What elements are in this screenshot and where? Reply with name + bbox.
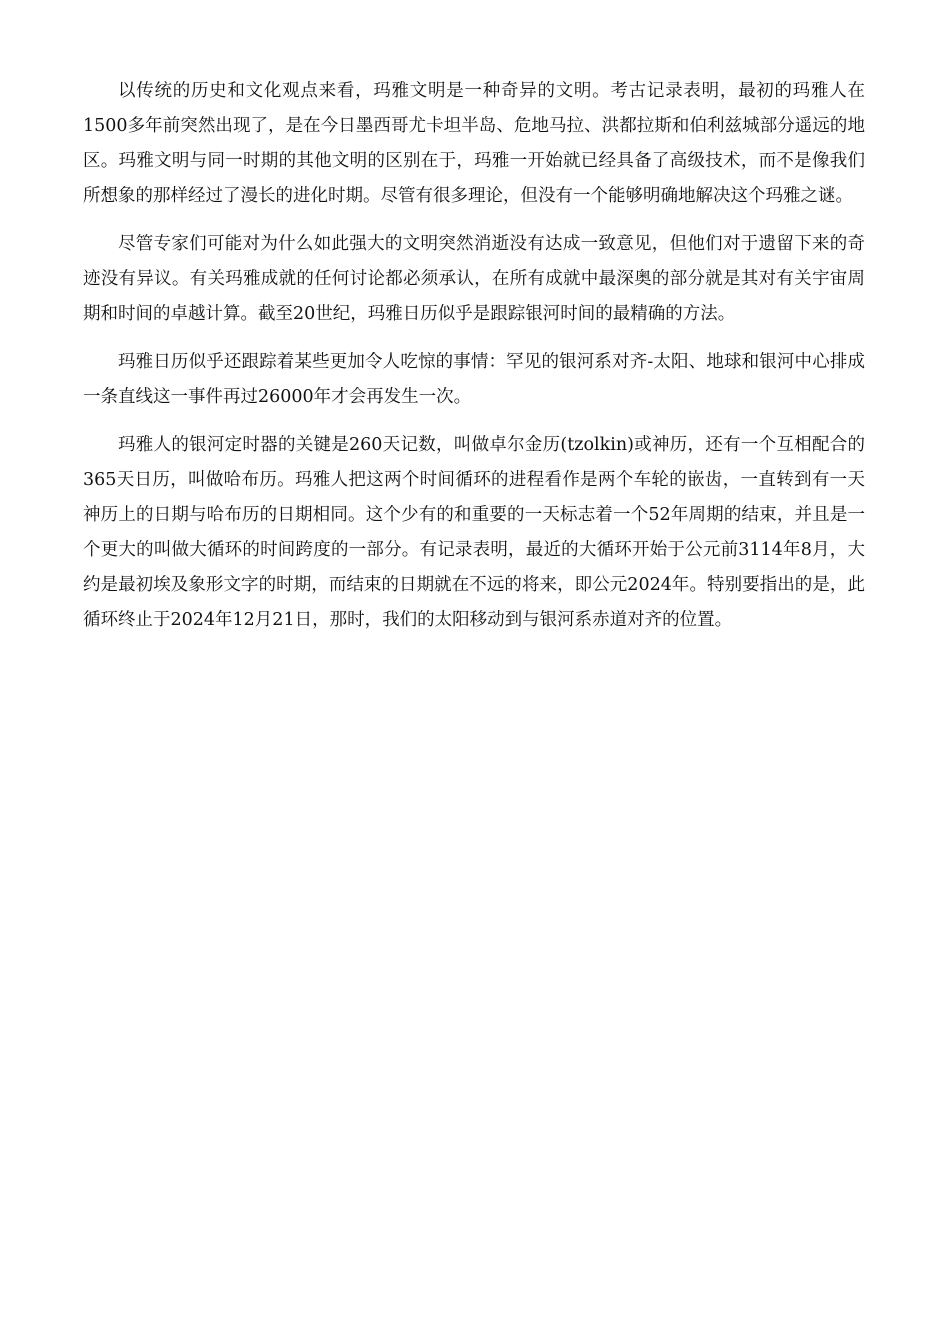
- paragraph-maya-calendar-cycles: 玛雅人的银河定时器的关键是260天记数，叫做卓尔金历(tzolkin)或神历，还有一个互相配合的365天日历，叫做哈布历。玛雅人把这两个时间循环的进程看作是两个车轮的嵌齿，一直转到有一天神历上的日期与哈布历的日期相同。这个少有的和重要的一天标志着一个52年周期的结束，并且是一个更大的叫做大循环的时间跨度的一部分。有记录表明，最近的大循环开始于公元前3114年8月，大约是最初埃及象形文字的时期，而结束的日期就在不远的将来，即公元2024年。特别要指出的是，此循环终止于2024年12月21日，那时，我们的太阳移动到与银河系赤道对齐的位置。: [83, 435, 865, 630]
- paragraph-maya-civilization-origin: 以传统的历史和文化观点来看，玛雅文明是一种奇异的文明。考古记录表明，最初的玛雅人在1500多年前突然出现了，是在今日墨西哥尤卡坦半岛、危地马拉、洪都拉斯和伯利兹城部分遥远的地区。玛雅文明与同一时期的其他文明的区别在于，玛雅一开始就已经具备了高级技术，而不是像我们所想象的那样经过了漫长的进化时期。尽管有很多理论，但没有一个能够明确地解决这个玛雅之谜。: [83, 81, 865, 206]
- paragraph-maya-achievements: 尽管专家们可能对为什么如此强大的文明突然消逝没有达成一致意见，但他们对于遗留下来的奇迹没有异议。有关玛雅成就的任何讨论都必须承认，在所有成就中最深奥的部分就是其对有关宇宙周期和时间的卓越计算。截至20世纪，玛雅日历似乎是跟踪银河时间的最精确的方法。: [83, 234, 865, 324]
- document-body: [83, 74, 865, 651]
- paragraph-galactic-alignment: 玛雅日历似乎还跟踪着某些更加令人吃惊的事情：罕见的银河系对齐-太阳、地球和银河中心排成一条直线这一事件再过26000年才会再发生一次。: [83, 352, 865, 407]
